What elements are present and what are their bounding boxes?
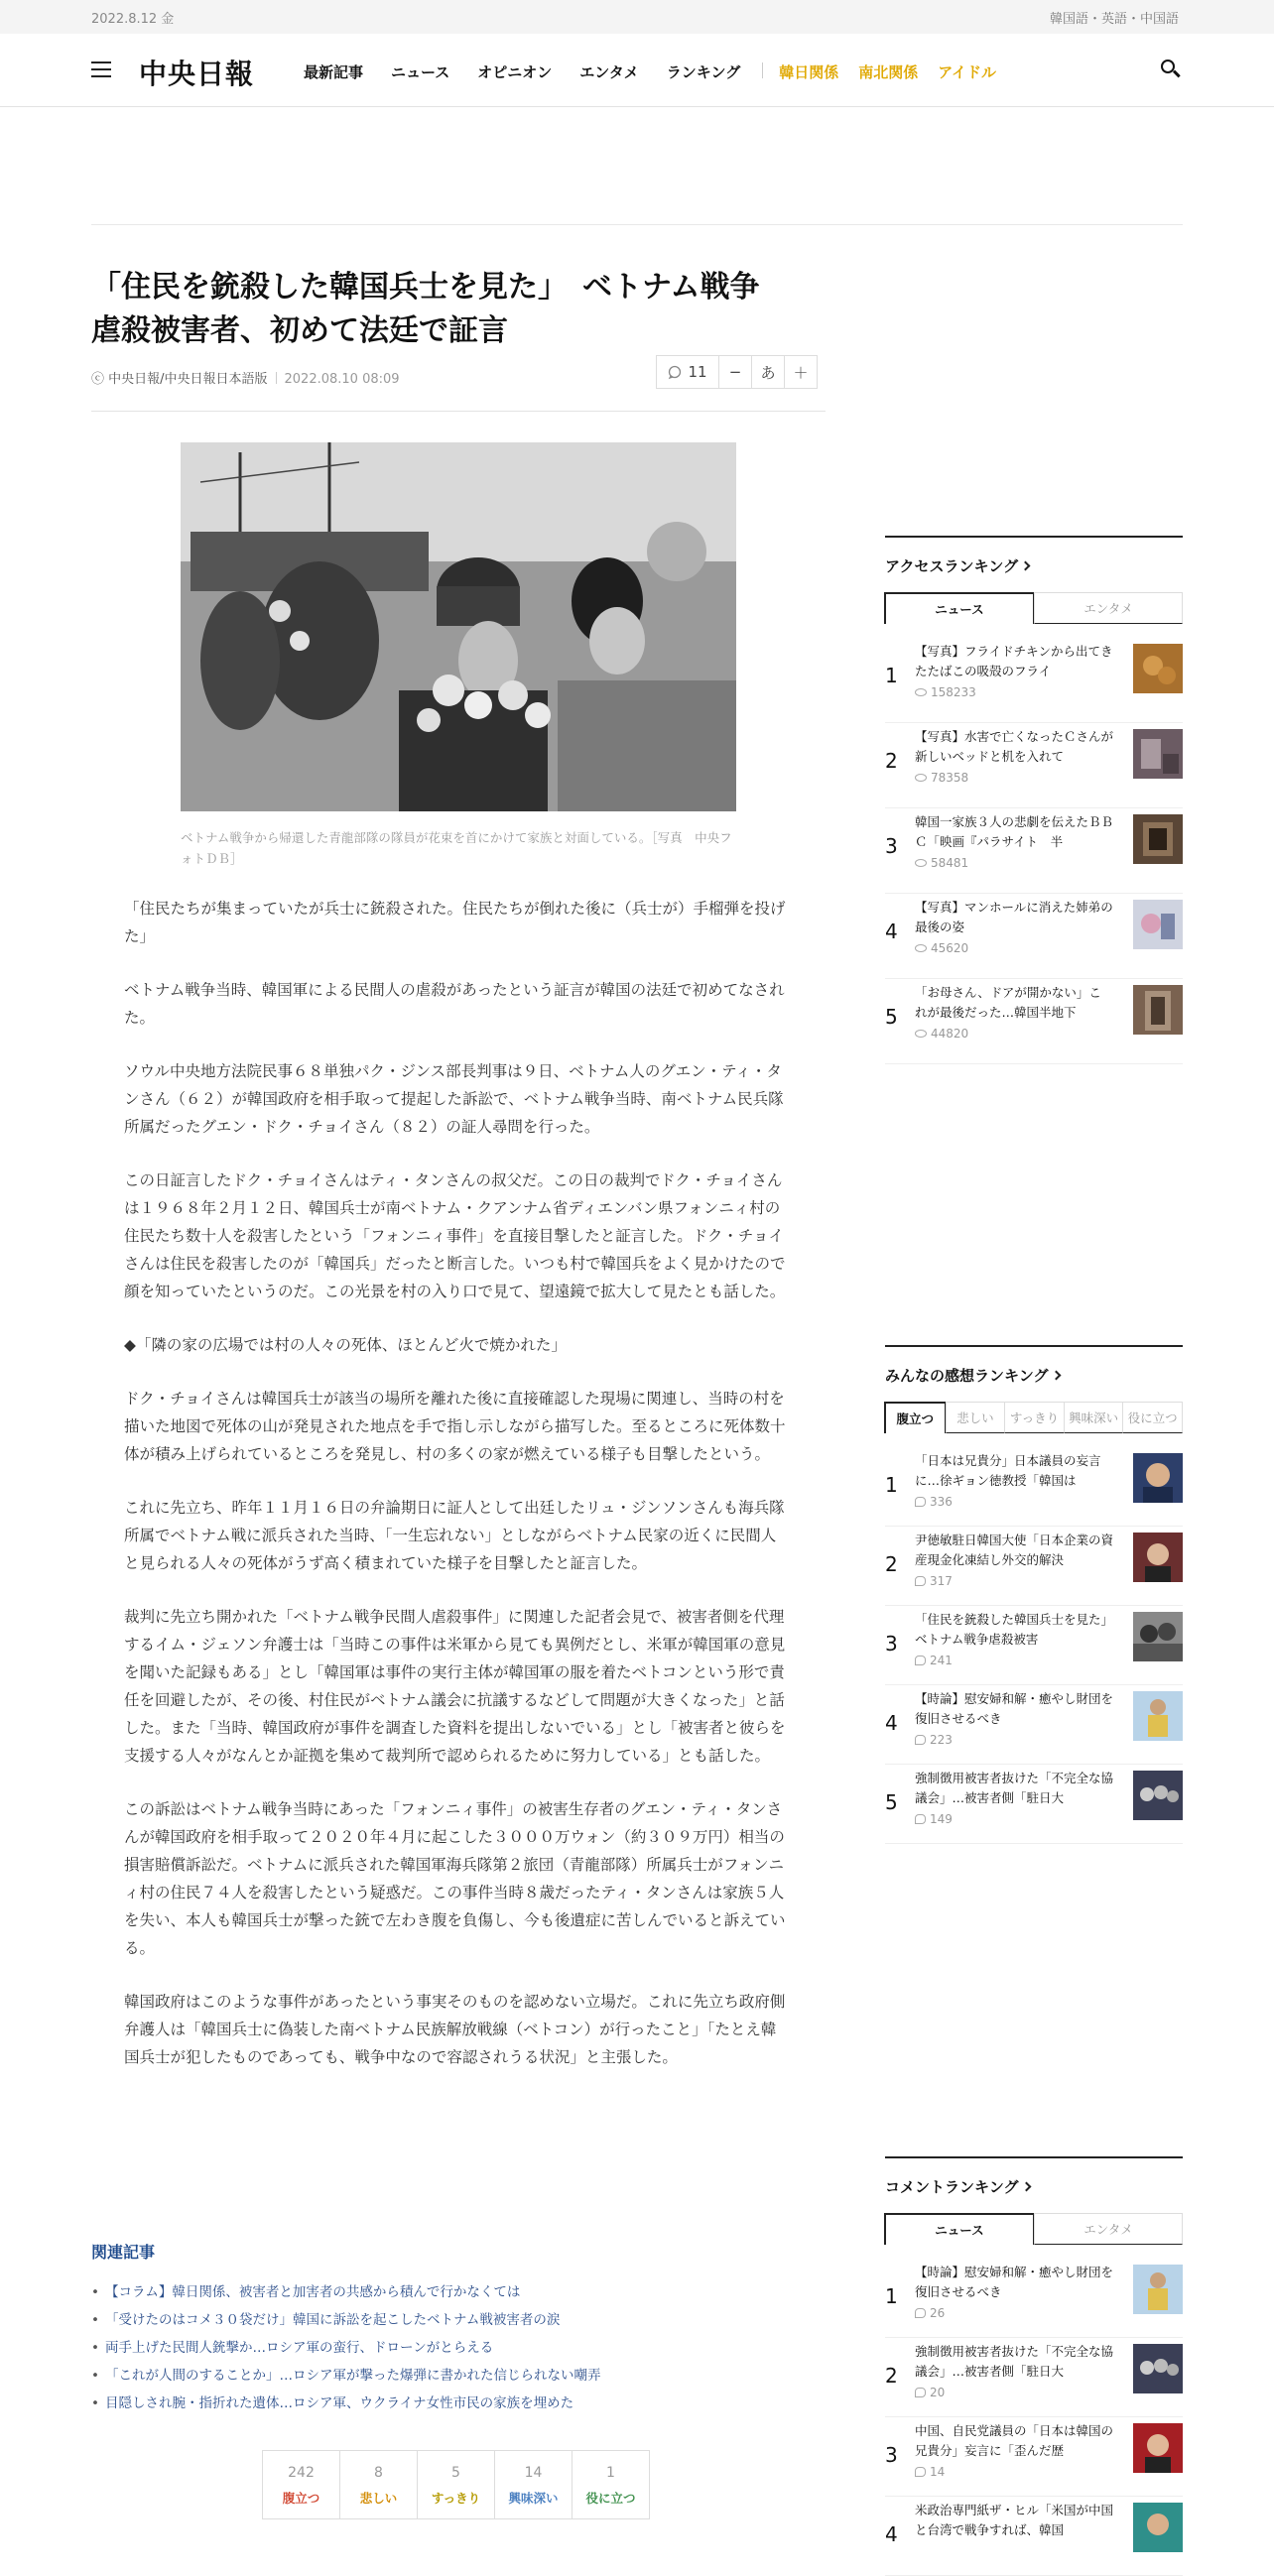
article-body xyxy=(124,895,789,2097)
tab-entertainment[interactable]: エンタメ xyxy=(1034,592,1183,624)
thumbnail xyxy=(1133,1691,1183,1741)
ranking-item[interactable]: 2 尹徳敏駐日韓国大使「日本企業の資産現金化凍結し外交的解決 317 xyxy=(885,1527,1183,1606)
thumbnail xyxy=(1133,2344,1183,2393)
reaction-icon xyxy=(915,1576,926,1586)
comment-ranking xyxy=(885,2156,1183,2576)
font-size-label: あ xyxy=(751,355,785,389)
article-title-line-1: 「住民を銃殺した韓国兵士を見た」 ベトナム戦争 xyxy=(91,270,760,305)
thumbnail xyxy=(1133,985,1183,1035)
thumbnail xyxy=(1133,1771,1183,1820)
eye-icon xyxy=(915,688,927,696)
tab-angry[interactable]: 腹立つ xyxy=(884,1402,947,1433)
eye-icon xyxy=(915,859,927,867)
reaction-interesting-button[interactable]: 14 興味深い xyxy=(494,2450,573,2519)
paragraph: この日証言したドク・チョイさんはティ・タンさんの叔父だ。この日の裁判でドク・チョイさんは１９６８年２月１２日、韓国兵士が南ベトナム・クアンナム省ディエンバン県フォンニィ村の住民たち数十人を殺害したという「フォンニィ事件」を直接目撃したと証言した。ドク・チョイさんは住民を殺害したのが「韓国兵」だったと断言した。いつも村で韓国兵をよく見かけたので顔を知っていたというのだ。この光景を村の入り口で見て、望遠鏡で拡大して見たとも話した。 xyxy=(124,1171,786,1300)
current-date: 2022.8.12 金 xyxy=(91,12,175,27)
site-logo[interactable]: 中央日報 xyxy=(139,58,255,90)
ad-divider xyxy=(91,224,1183,225)
thumbnail xyxy=(1133,814,1183,864)
reaction-icon xyxy=(915,1497,926,1507)
reaction-icon xyxy=(915,1814,926,1824)
nav-idol[interactable]: アイドル xyxy=(938,63,996,81)
access-ranking-tabs xyxy=(885,592,1183,624)
paragraph: 「住民たちが集まっていたが兵士に銃殺された。住民たちが倒れた後に（兵士が）手榴弾を投げた」 xyxy=(124,900,786,945)
ranking-item[interactable]: 5 強制徴用被害者抜けた「不完全な協議会」…被害者側「駐日大 149 xyxy=(885,1765,1183,1844)
access-ranking-title[interactable]: アクセスランキング xyxy=(885,555,1183,576)
title-divider xyxy=(91,411,826,412)
comment-icon xyxy=(668,365,682,379)
related-link[interactable]: • 「これが人間のすることか」…ロシア軍が撃った爆弾に書かれた信じられない嘲弄 xyxy=(91,2362,826,2390)
ranking-item[interactable]: 3 中国、自民党議員の「日本は韓国の兄貴分」妄言に「歪んだ歴 14 xyxy=(885,2417,1183,2497)
ranking-item[interactable]: 1 「日本は兄貴分」日本議員の妄言に…徐ギョン徳教授「韓国は 336 xyxy=(885,1447,1183,1527)
eye-icon xyxy=(915,1030,927,1038)
search-icon[interactable] xyxy=(1161,60,1181,79)
font-increase-button[interactable]: ＋ xyxy=(784,355,818,389)
nav-korea-japan[interactable]: 韓日関係 xyxy=(779,63,839,81)
thumbnail xyxy=(1133,2265,1183,2314)
comment-icon xyxy=(915,2388,926,2397)
related-link[interactable]: • 両手上げた民間人銃撃か…ロシア軍の蛮行、ドローンがとらえる xyxy=(91,2334,826,2362)
ranking-item[interactable]: 4 米政治専門紙ザ・ヒル「米国が中国と台湾で戦争すれば、韓国 xyxy=(885,2497,1183,2576)
eye-icon xyxy=(915,944,927,952)
top-bar xyxy=(0,0,1274,34)
comment-count: 11 xyxy=(688,363,707,381)
ranking-item[interactable]: 5 「お母さん、ドアが開かない」これが最後だった…韓国半地下 44820 xyxy=(885,979,1183,1064)
article-photo xyxy=(181,442,736,811)
thumbnail xyxy=(1133,900,1183,949)
chevron-right-icon xyxy=(1021,2182,1031,2192)
ranking-item[interactable]: 3 「住民を銃殺した韓国兵士を見た」 ベトナム戦争虐殺被害 241 xyxy=(885,1606,1183,1685)
nav-news[interactable]: ニュース xyxy=(391,63,450,81)
reaction-icon xyxy=(915,1656,926,1665)
feeling-ranking-tabs xyxy=(885,1402,1183,1433)
thumbnail xyxy=(1133,729,1183,779)
language-links[interactable]: 韓国語・英語・中国語 xyxy=(1049,12,1179,27)
feeling-ranking xyxy=(885,1345,1183,1844)
comment-ranking-tabs xyxy=(885,2213,1183,2245)
tab-entertainment[interactable]: エンタメ xyxy=(1034,2213,1183,2245)
paragraph: 韓国政府はこのような事件があったという事実そのものを認めない立場だ。これに先立ち政府側弁護人は「韓国兵士に偽装した南ベトナム民族解放戦線（ベトコン）が行ったこと」「たとえ韓国兵士が犯したものであっても、戦争中なので容認されうる状況」と主張した。 xyxy=(124,1993,786,2066)
eye-icon xyxy=(915,774,927,782)
nav-ranking[interactable]: ランキング xyxy=(666,63,741,81)
article-byline xyxy=(91,368,400,387)
feeling-ranking-title[interactable]: みんなの感想ランキング xyxy=(885,1365,1183,1386)
ranking-item[interactable]: 2 【写真】水害で亡くなったＣさんが新しいベッドと机を入れて 78358 xyxy=(885,723,1183,808)
access-ranking xyxy=(885,536,1183,1064)
related-link[interactable]: • 目隠しされ腕・指折れた遺体…ロシア軍、ウクライナ女性市民の家族を埋めた xyxy=(91,2390,826,2417)
reaction-sad-button[interactable]: 8 悲しい xyxy=(339,2450,418,2519)
chevron-right-icon xyxy=(1051,1371,1061,1381)
tab-news[interactable]: ニュース xyxy=(884,2213,1035,2245)
comment-ranking-title[interactable]: コメントランキング xyxy=(885,2176,1183,2197)
article-title xyxy=(91,266,826,353)
related-link[interactable]: • 「受けたのはコメ３０袋だけ」韓国に訴訟を起こしたベトナム戦被害者の涙 xyxy=(91,2306,826,2334)
paragraph: この訴訟はベトナム戦争当時にあった「フォンニィ事件」の被害生存者のグエン・ティ・タンさんが韓国政府を相手取って２０２０年４月に起こした３０００万ウォン（約３０９万円）相当の損害賠償訴訟だ。ベトナムに派兵された韓国軍海兵隊第２旅団（青龍部隊）所属兵士がフォンニィ村の住民７４人を殺害したという疑惑だ。この事件当時８歳だったティ・タンさんは家族５人を失い、本人も韓国兵士が撃った銃で左わき腹を負傷し、今も後遺症に苦しんでいると訴えている。 xyxy=(124,1800,786,1957)
article-tools xyxy=(657,355,818,389)
related-articles xyxy=(91,2240,826,2417)
reaction-refreshed-button[interactable]: 5 すっきり xyxy=(417,2450,495,2519)
tab-news[interactable]: ニュース xyxy=(884,592,1035,624)
nav-entertainment[interactable]: エンタメ xyxy=(579,63,639,81)
global-navigation xyxy=(0,34,1274,107)
tab-helpful[interactable]: 役に立つ xyxy=(1122,1402,1183,1433)
nav-north-south[interactable]: 南北関係 xyxy=(858,63,919,81)
article-title-line-2: 虐殺被害者、初めて法廷で証言 xyxy=(91,313,508,348)
thumbnail xyxy=(1133,644,1183,693)
ranking-item[interactable]: 1 【写真】フライドチキンから出てきたたばこの吸殻のフライ 158233 xyxy=(885,638,1183,723)
photo-caption: ベトナム戦争から帰還した青龍部隊の隊員が花束を首にかけて家族と対面している。［写真 中央フォトＤＢ］ xyxy=(181,830,732,866)
chevron-right-icon xyxy=(1021,561,1031,571)
reaction-icon xyxy=(915,1735,926,1745)
menu-icon[interactable] xyxy=(91,61,111,77)
paragraph-subheading: ◆「隣の家の広場では村の人々の死体、ほとんど火で焼かれた」 xyxy=(124,1336,567,1354)
thumbnail xyxy=(1133,2503,1183,2552)
reaction-helpful-button[interactable]: 1 役に立つ xyxy=(572,2450,650,2519)
tab-sad[interactable]: 悲しい xyxy=(946,1402,1006,1433)
tab-interesting[interactable]: 興味深い xyxy=(1064,1402,1124,1433)
tab-refreshed[interactable]: すっきり xyxy=(1004,1402,1065,1433)
thumbnail xyxy=(1133,1453,1183,1503)
ranking-item[interactable]: 4 【時論】慰安婦和解・癒やし財団を復旧させるべき 223 xyxy=(885,1685,1183,1765)
paragraph: ベトナム戦争当時、韓国軍による民間人の虐殺があったという証言が韓国の法廷で初めてなされた。 xyxy=(124,981,785,1027)
article-timestamp: 2022.08.10 08:09 xyxy=(284,372,400,387)
paragraph: ソウル中央地方法院民事６８単独パク・ジンス部長判事は９日、ベトナム人のグエン・ティ・タンさん（６２）が韓国政府を相手取って提起した訴訟で、ベトナム戦争当時、南ベトナム民兵隊所属だったグエン・ドク・チョイさん（８２）の証人尋問を行った。 xyxy=(124,1062,784,1136)
article-source: ⓒ 中央日報/中央日報日本語版 xyxy=(91,372,268,387)
nav-latest[interactable]: 最新記事 xyxy=(304,63,364,81)
ranking-item[interactable]: 3 韓国一家族３人の悲劇を伝えたＢＢＣ「映画『パラサイト 半 58481 xyxy=(885,808,1183,894)
ranking-item[interactable]: 1 【時論】慰安婦和解・癒やし財団を復旧させるべき 26 xyxy=(885,2259,1183,2338)
comment-icon xyxy=(915,2308,926,2318)
paragraph: これに先立ち、昨年１１月１６日の弁論期日に証人として出廷したリュ・ジンソンさんも海兵隊所属でベトナム戦に派兵された当時、「一生忘れない」としながらベトナム民家の近くに民間人と見られる人々の死体がうず高く積まれていた様子を目撃したと証言した。 xyxy=(124,1499,785,1572)
ranking-item[interactable]: 4 【写真】マンホールに消えた姉弟の最後の姿 45620 xyxy=(885,894,1183,979)
ranking-item[interactable]: 2 強制徴用被害者抜けた「不完全な協議会」…被害者側「駐日大 20 xyxy=(885,2338,1183,2417)
related-link[interactable]: • 【コラム】韓日関係、被害者と加害者の共感から積んで行かなくては xyxy=(91,2278,826,2306)
thumbnail xyxy=(1133,2423,1183,2473)
thumbnail xyxy=(1133,1612,1183,1661)
font-decrease-button[interactable]: − xyxy=(718,355,752,389)
paragraph: ドク・チョイさんは韓国兵士が該当の場所を離れた後に直接確認した現場に関連し、当時の村を描いた地図で死体の山が発見された地点を手で指し示しながら描写した。至るところに死体数十体が積み上げられているところを発見し、村の多くの家が燃えている様子も目撃したという。 xyxy=(124,1390,786,1463)
comment-count-button[interactable] xyxy=(656,355,719,389)
main-nav xyxy=(304,61,1016,82)
reaction-buttons xyxy=(263,2450,650,2519)
nav-opinion[interactable]: オピニオン xyxy=(477,63,553,81)
comment-icon xyxy=(915,2467,926,2477)
reaction-angry-button[interactable]: 242 腹立つ xyxy=(262,2450,340,2519)
thumbnail xyxy=(1133,1533,1183,1582)
nav-divider xyxy=(762,62,763,78)
related-title: 関連記事 xyxy=(91,2243,156,2262)
paragraph: 裁判に先立ち開かれた「ベトナム戦争民間人虐殺事件」に関連した記者会見で、被害者側を代理するイム・ジェソン弁護士は「当時この事件は米軍から見ても異例だとし、米軍が韓国軍の意見を聞いた記録もある」とし「韓国軍は事件の実行主体が韓国軍の服を着たベトコンという形で責任を回避したが、その後、村住民がベトナム議会に抗議するなどして問題が大きくなった」と話した。また「当時、韓国政府が事件を調査した資料を提出しないでいる」とし「被害者と彼らを支援する人々がなんとか証拠を集めて裁判所で認められるために努力している」とも話した。 xyxy=(124,1608,786,1765)
